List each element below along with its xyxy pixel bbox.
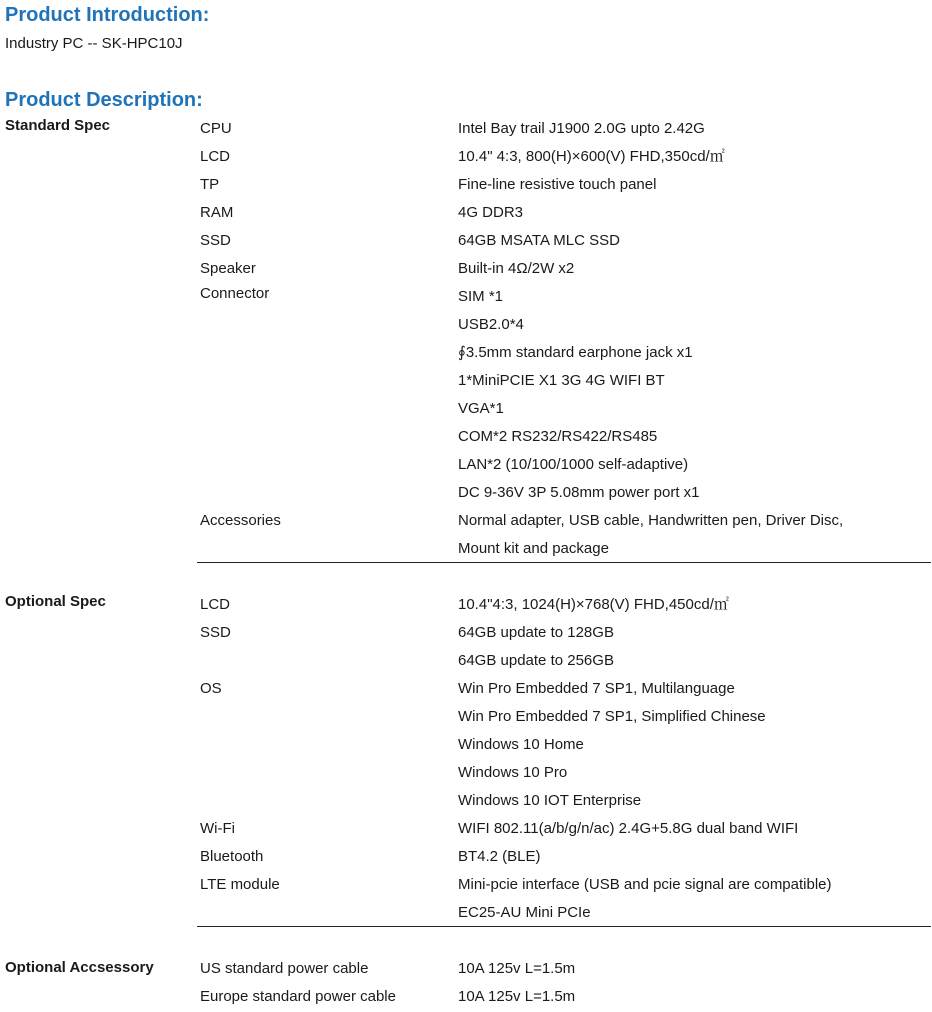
spec-name: Connector (200, 285, 270, 302)
product-model-text: Industry PC -- SK-HPC10J (5, 35, 183, 52)
spec-value: Mini-pcie interface (USB and pcie signal are compatible) (458, 876, 832, 893)
section-divider (197, 926, 931, 927)
spec-value: SIM *1 (458, 288, 504, 305)
accessory-name: Europe standard power cable (200, 988, 396, 1005)
spec-value: 64GB MSATA MLC SSD (458, 232, 620, 249)
spec-name: OS (200, 680, 222, 697)
product-description-heading: Product Description: (5, 89, 203, 111)
spec-value: Windows 10 IOT Enterprise (458, 792, 642, 809)
optional-spec-label: Optional Spec (5, 593, 106, 610)
product-introduction-heading: Product Introduction: (5, 4, 210, 26)
spec-name: Accessories (200, 512, 281, 529)
spec-value: Windows 10 Home (458, 736, 584, 753)
spec-name: LCD (200, 596, 231, 613)
spec-value: Fine-line resistive touch panel (458, 176, 657, 193)
spec-value: VGA*1 (458, 400, 504, 417)
spec-value: ∮3.5mm standard earphone jack x1 (458, 344, 693, 361)
spec-value: DC 9-36V 3P 5.08mm power port x1 (458, 484, 700, 501)
spec-value: COM*2 RS232/RS422/RS485 (458, 428, 658, 445)
spec-value: 64GB update to 256GB (458, 652, 614, 669)
spec-value: Built-in 4Ω/2W x2 (458, 260, 575, 277)
spec-value: LAN*2 (10/100/1000 self-adaptive) (458, 456, 689, 473)
optional-accessory-label: Optional Accsessory (5, 959, 154, 976)
accessory-value: 10A 125v L=1.5m (458, 960, 576, 977)
spec-name: RAM (200, 204, 234, 221)
section-divider (197, 562, 931, 563)
accessory-value: 10A 125v L=1.5m (458, 988, 576, 1005)
spec-value: 10.4" 4:3, 800(H)×600(V) FHD,350cd/㎡ (458, 148, 725, 165)
spec-value: 10.4"4:3, 1024(H)×768(V) FHD,450cd/㎡ (458, 596, 729, 613)
spec-value: Intel Bay trail J1900 2.0G upto 2.42G (458, 120, 705, 137)
spec-name: LTE module (200, 876, 280, 893)
spec-value: USB2.0*4 (458, 316, 524, 333)
spec-value: Win Pro Embedded 7 SP1, Multilanguage (458, 680, 735, 697)
spec-name: Bluetooth (200, 848, 264, 865)
spec-name: Speaker (200, 260, 256, 277)
spec-value: 4G DDR3 (458, 204, 524, 221)
spec-name: CPU (200, 120, 232, 137)
spec-value: Win Pro Embedded 7 SP1, Simplified Chinese (458, 708, 766, 725)
standard-spec-label: Standard Spec (5, 117, 111, 134)
spec-value: WIFI 802.11(a/b/g/n/ac) 2.4G+5.8G dual band WIFI (458, 820, 799, 837)
spec-name: TP (200, 176, 220, 193)
accessory-name: US standard power cable (200, 960, 369, 977)
spec-name: Wi-Fi (200, 820, 235, 837)
spec-value: Mount kit and package (458, 540, 609, 557)
spec-value: Normal adapter, USB cable, Handwritten pen, Driver Disc, (458, 512, 844, 529)
spec-name: LCD (200, 148, 231, 165)
spec-value: 64GB update to 128GB (458, 624, 614, 641)
spec-value: 1*MiniPCIE X1 3G 4G WIFI BT (458, 372, 665, 389)
spec-name: SSD (200, 232, 231, 249)
spec-value: BT4.2 (BLE) (458, 848, 541, 865)
spec-name: SSD (200, 624, 231, 641)
spec-value: Windows 10 Pro (458, 764, 568, 781)
spec-value: EC25-AU Mini PCIe (458, 904, 591, 921)
